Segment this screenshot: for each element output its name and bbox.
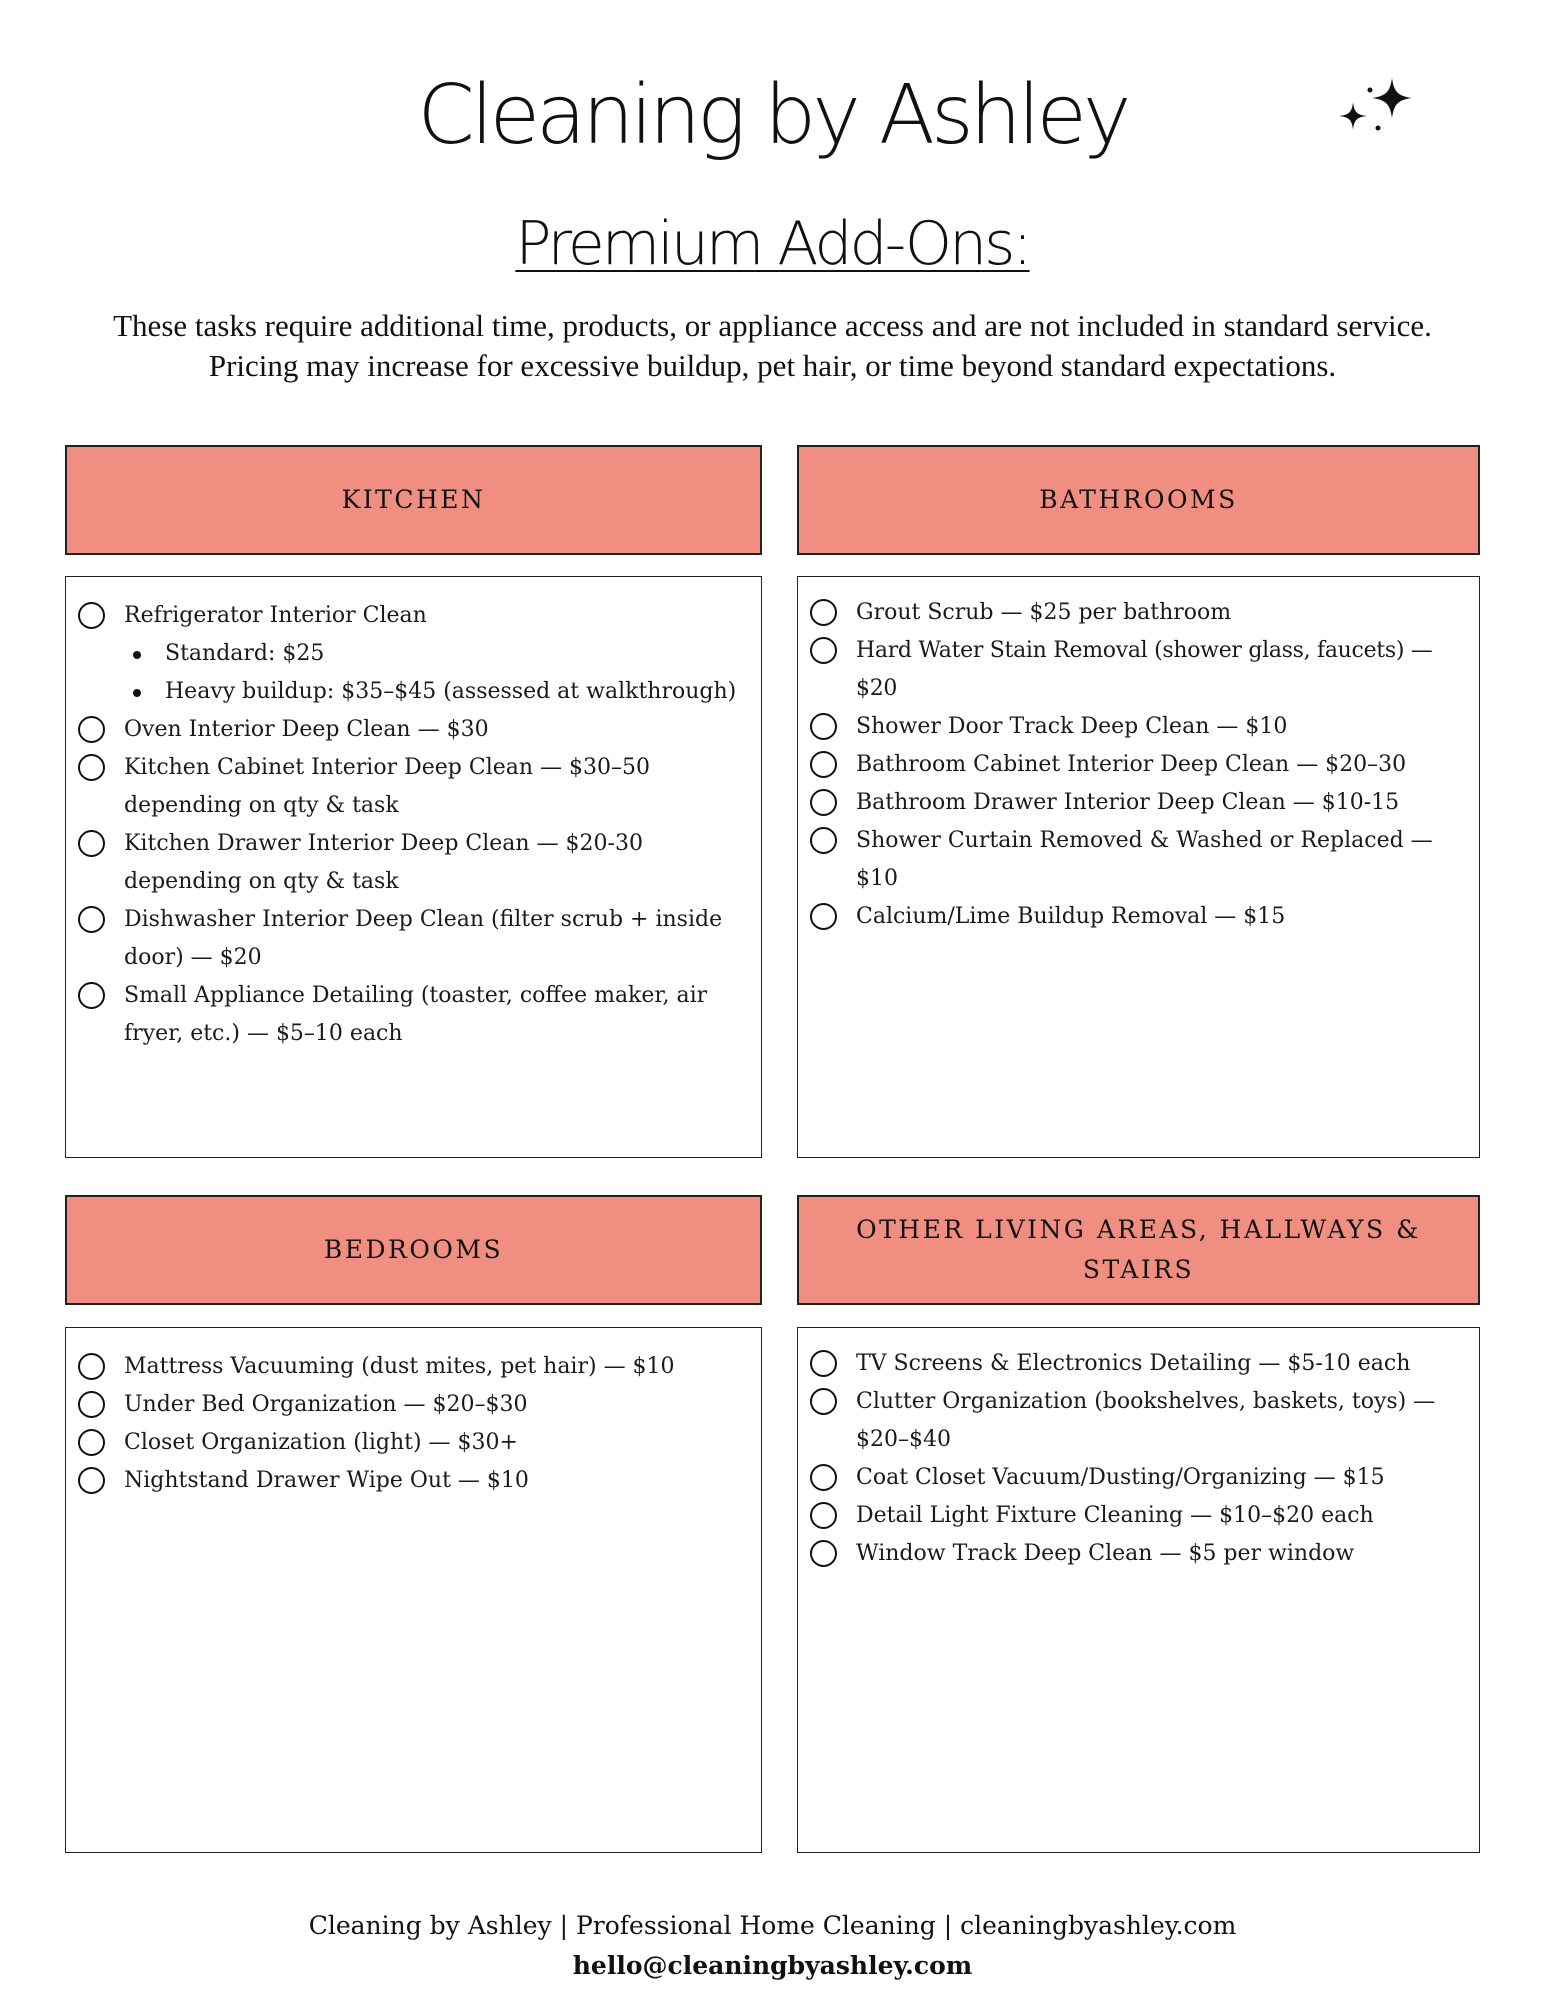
kitchen-list-box	[65, 576, 762, 1158]
checkbox-circle-icon[interactable]	[78, 716, 105, 743]
other-areas-items	[798, 1345, 1479, 1573]
checkbox-circle-icon[interactable]	[78, 982, 105, 1009]
checkbox-circle-icon[interactable]	[810, 1464, 837, 1491]
bathrooms-items	[798, 594, 1479, 936]
list-item[interactable]	[66, 711, 761, 749]
item-label: Small Appliance Detailing (toaster, coffee maker, air fryer, etc.) — $5–10 each	[124, 983, 708, 1046]
bedrooms-list-box	[65, 1327, 762, 1853]
list-item[interactable]	[66, 977, 761, 1053]
checkbox-circle-icon[interactable]	[810, 789, 837, 816]
checkbox-circle-icon[interactable]	[810, 751, 837, 778]
brand-title: Cleaning by Ashley	[417, 68, 1128, 163]
other-areas-list-box	[797, 1327, 1480, 1853]
checkbox-circle-icon[interactable]	[810, 637, 837, 664]
page-subtitle: Premium Add-Ons:	[515, 209, 1030, 279]
intro-line-1: These tasks require additional time, products, or appliance access and are not included in standard service.	[113, 308, 1432, 343]
intro-text	[30, 306, 1515, 386]
checkbox-circle-icon[interactable]	[810, 1350, 837, 1377]
checkbox-circle-icon[interactable]	[78, 1429, 105, 1456]
bathrooms-header	[797, 445, 1480, 555]
footer-email[interactable]: hello@cleaningbyashley.com	[572, 1951, 973, 1980]
list-item[interactable]	[798, 708, 1479, 746]
list-item[interactable]	[798, 594, 1479, 632]
list-item[interactable]	[798, 1345, 1479, 1383]
list-item[interactable]	[66, 901, 761, 977]
item-label: Bathroom Drawer Interior Deep Clean — $10-15	[856, 790, 1400, 815]
checkbox-circle-icon[interactable]	[78, 1467, 105, 1494]
sub-list-item: Heavy buildup: $35–$45 (assessed at walkthrough)	[124, 673, 761, 711]
list-item[interactable]	[798, 746, 1479, 784]
kitchen-title: KITCHEN	[341, 485, 486, 514]
item-label: Refrigerator Interior Clean	[124, 603, 427, 628]
list-item[interactable]	[66, 825, 761, 901]
sparkles-icon	[1330, 70, 1430, 150]
checkbox-circle-icon[interactable]	[810, 599, 837, 626]
checkbox-circle-icon[interactable]	[810, 1502, 837, 1529]
item-label: Bathroom Cabinet Interior Deep Clean — $20–30	[856, 752, 1407, 777]
bathrooms-title: BATHROOMS	[1039, 485, 1238, 514]
sub-list	[124, 635, 761, 711]
checkbox-circle-icon[interactable]	[78, 1391, 105, 1418]
list-item[interactable]	[798, 784, 1479, 822]
bedrooms-items	[66, 1348, 761, 1500]
checkbox-circle-icon[interactable]	[810, 827, 837, 854]
item-label: Shower Curtain Removed & Washed or Replaced — $10	[856, 828, 1433, 891]
checkbox-circle-icon[interactable]	[78, 906, 105, 933]
item-label: Dishwasher Interior Deep Clean (filter scrub + inside door) — $20	[124, 907, 723, 970]
item-label: Kitchen Drawer Interior Deep Clean — $20-30 depending on qty & task	[124, 831, 643, 894]
bathrooms-list-box	[797, 576, 1480, 1158]
list-item[interactable]	[66, 1462, 761, 1500]
checkbox-circle-icon[interactable]	[810, 1540, 837, 1567]
list-item[interactable]	[66, 1424, 761, 1462]
item-label: TV Screens & Electronics Detailing — $5-10 each	[856, 1351, 1411, 1376]
list-item[interactable]	[798, 1497, 1479, 1535]
item-label: Shower Door Track Deep Clean — $10	[856, 714, 1288, 739]
item-label: Under Bed Organization — $20–$30	[124, 1392, 528, 1417]
other-areas-title: OTHER LIVING AREAS, HALLWAYS & STAIRS	[856, 1215, 1421, 1284]
item-label: Grout Scrub — $25 per bathroom	[856, 600, 1232, 625]
list-item[interactable]	[798, 632, 1479, 708]
list-item[interactable]	[798, 1383, 1479, 1459]
item-label: Calcium/Lime Buildup Removal — $15	[856, 904, 1286, 929]
list-item[interactable]	[798, 822, 1479, 898]
checkbox-circle-icon[interactable]	[78, 602, 105, 629]
item-label: Oven Interior Deep Clean — $30	[124, 717, 489, 742]
item-label: Window Track Deep Clean — $5 per window	[856, 1541, 1355, 1566]
kitchen-items	[66, 597, 761, 1053]
list-item[interactable]	[798, 1459, 1479, 1497]
bedrooms-title: BEDROOMS	[323, 1235, 504, 1264]
footer	[0, 1906, 1545, 1986]
checkbox-circle-icon[interactable]	[78, 830, 105, 857]
list-item[interactable]	[66, 1348, 761, 1386]
item-label: Kitchen Cabinet Interior Deep Clean — $30–50 depending on qty & task	[124, 755, 651, 818]
kitchen-header	[65, 445, 762, 555]
item-label: Mattress Vacuuming (dust mites, pet hair) — $10	[124, 1354, 675, 1379]
intro-line-2: Pricing may increase for excessive buildup, pet hair, or time beyond standard expectations.	[208, 348, 1337, 383]
bedrooms-header	[65, 1195, 762, 1305]
item-label: Clutter Organization (bookshelves, baskets, toys) — $20–$40	[856, 1389, 1436, 1452]
footer-line: Cleaning by Ashley | Professional Home Cleaning | cleaningbyashley.com	[308, 1911, 1237, 1940]
sub-list-item: Standard: $25	[124, 635, 761, 673]
item-label: Nightstand Drawer Wipe Out — $10	[124, 1468, 529, 1493]
checkbox-circle-icon[interactable]	[810, 903, 837, 930]
checkbox-circle-icon[interactable]	[810, 713, 837, 740]
list-item[interactable]	[66, 597, 761, 711]
item-label: Hard Water Stain Removal (shower glass, faucets) — $20	[856, 638, 1433, 701]
list-item[interactable]	[798, 1535, 1479, 1573]
list-item[interactable]	[66, 1386, 761, 1424]
checkbox-circle-icon[interactable]	[78, 1353, 105, 1380]
list-item[interactable]	[66, 749, 761, 825]
item-label: Detail Light Fixture Cleaning — $10–$20 each	[856, 1503, 1374, 1528]
checkbox-circle-icon[interactable]	[810, 1388, 837, 1415]
other-areas-header	[797, 1195, 1480, 1305]
item-label: Closet Organization (light) — $30+	[124, 1430, 518, 1455]
list-item[interactable]	[798, 898, 1479, 936]
checkbox-circle-icon[interactable]	[78, 754, 105, 781]
item-label: Coat Closet Vacuum/Dusting/Organizing — $15	[856, 1465, 1385, 1490]
